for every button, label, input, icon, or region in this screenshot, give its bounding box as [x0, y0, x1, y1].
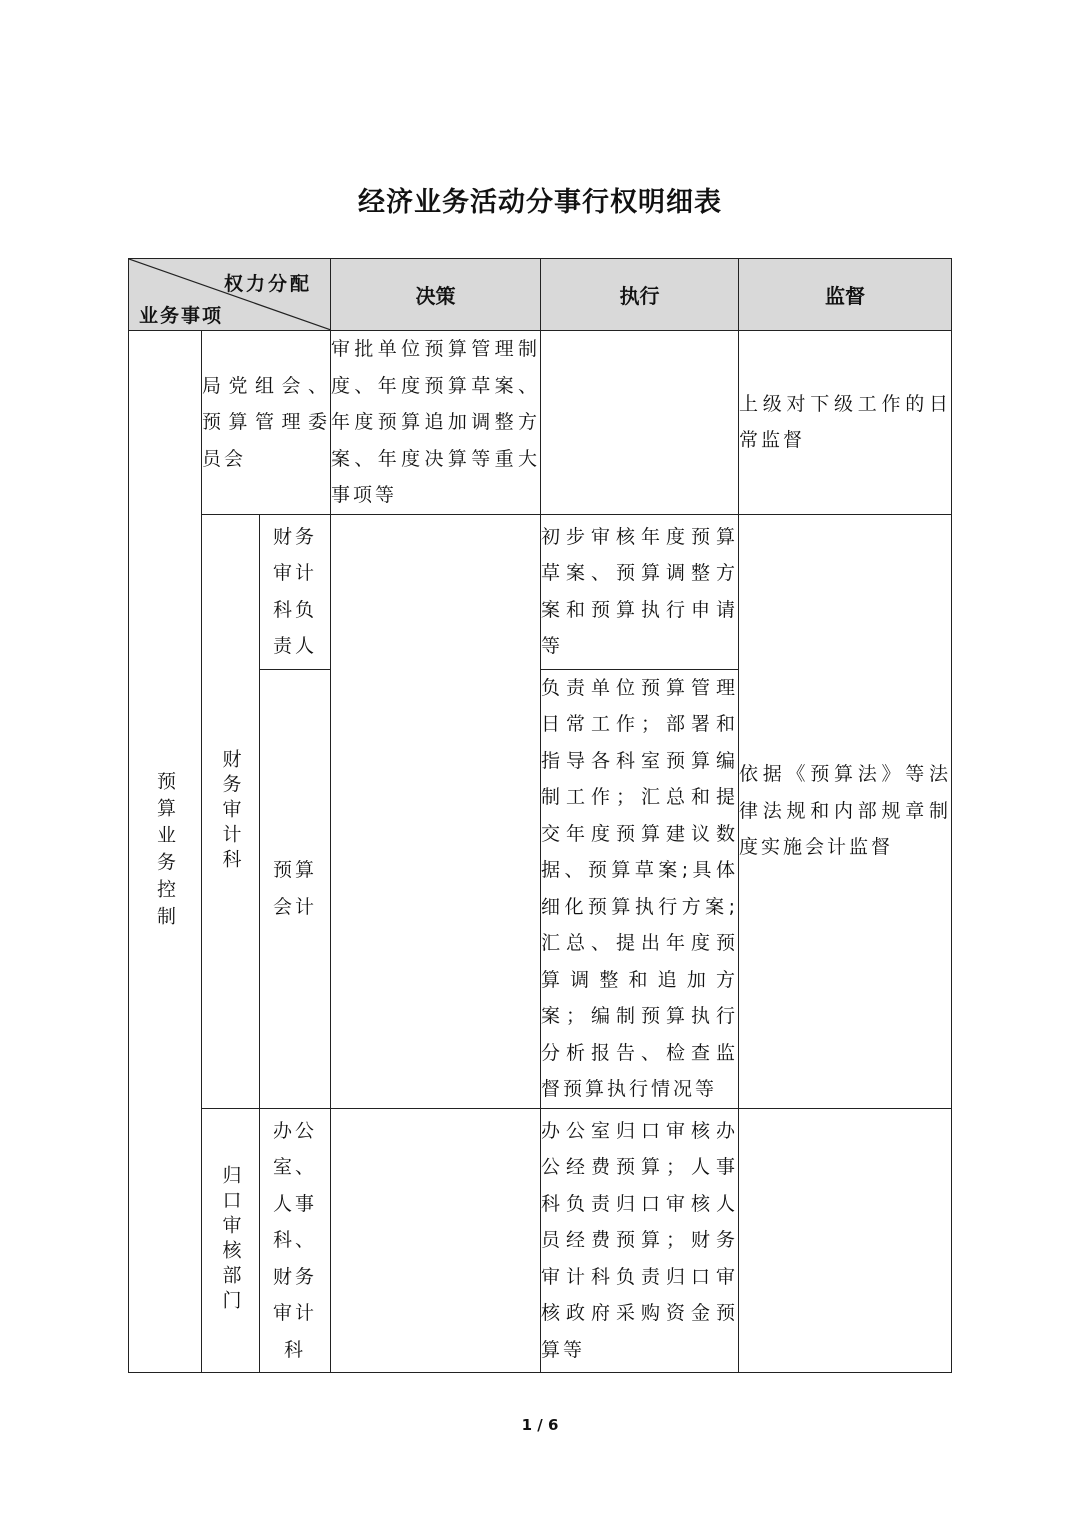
finance-group-cell	[202, 514, 260, 1108]
page-number: 1 / 6	[521, 1416, 559, 1434]
section-label: 预算业务控制	[154, 770, 176, 933]
party-supervision: 上级对下级工作的日常监督	[739, 331, 952, 515]
finance-supervision: 依据《预算法》等法律法规和内部规章制度实施会计监督	[739, 514, 952, 1108]
finance-decision-empty	[331, 514, 541, 1108]
diag-bottom-label: 业务事项	[139, 305, 224, 327]
header-execution: 执行	[541, 259, 739, 331]
party-decision: 审批单位预算管理制度、年度预算草案、年度预算追加调整方案、年度决算等重大事项等	[331, 331, 541, 515]
row-finance-head	[129, 514, 952, 669]
header-row	[129, 259, 952, 331]
review-decision-empty	[331, 1108, 541, 1373]
finance-head-label: 财务审计科负责人	[260, 514, 331, 669]
page-title: 经济业务活动分事行权明细表	[358, 187, 722, 218]
accountant-label: 预算会计	[260, 669, 331, 1108]
finance-head-execution: 初步审核年度预算草案、预算调整方案和预算执行申请等	[541, 514, 739, 669]
header-decision: 决策	[331, 259, 541, 331]
party-execution-empty	[541, 331, 739, 515]
review-group-label: 归口审核部门	[219, 1165, 242, 1316]
header-supervision: 监督	[739, 259, 952, 331]
review-execution: 办公室归口审核办公经费预算；人事科负责归口审核人员经费预算；财务审计科负责归口审核政府采购资金预算等	[541, 1108, 739, 1373]
finance-group-label: 财务审计科	[219, 748, 242, 874]
accountant-execution: 负责单位预算管理日常工作；部署和指导各科室预算编制工作；汇总和提交年度预算建议数据、预算草案;具体细化预算执行方案;汇总、提出年度预算调整和追加方案；编制预算执行分析报告、检查监督预算执行情况等	[541, 669, 739, 1108]
review-supervision-empty	[739, 1108, 952, 1373]
row-review-dept	[129, 1108, 952, 1373]
diag-top-label: 权力分配	[224, 273, 313, 295]
section-label-cell	[129, 331, 202, 1373]
power-table	[128, 258, 952, 1373]
review-group-cell	[202, 1108, 260, 1373]
party-label: 局党组会、预算管理委员会	[202, 331, 331, 515]
row-party	[129, 331, 952, 515]
diagonal-header-cell	[129, 259, 331, 331]
review-label: 办公室、人事科、财务审计科	[260, 1108, 331, 1373]
